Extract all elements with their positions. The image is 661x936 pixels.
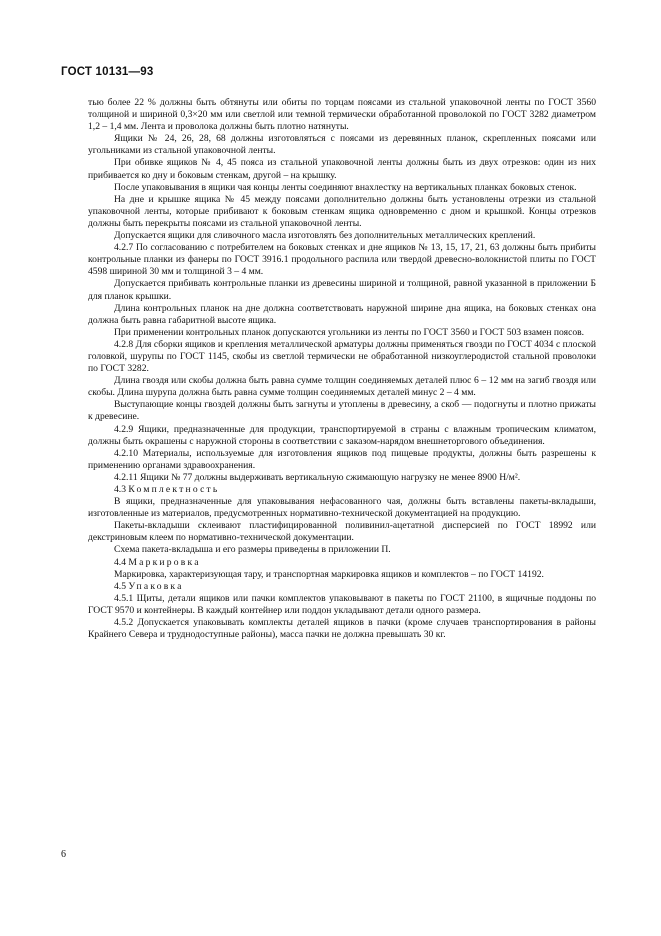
paragraph: Длина контрольных планок на дне должна соответствовать наружной ширине дна ящика, на боковых стенках она должна быть равна габаритной высоте ящика.: [88, 302, 596, 326]
paragraph: Пакеты-вкладыши склеивают пластифицированной поливинил-ацетатной дисперсией по ГОСТ 18992 или декстриновым клеем по нормативно-технической документации.: [88, 520, 596, 544]
paragraph: Допускается ящики для сливочного масла изготовлять без дополнительных металлических креплений.: [114, 230, 536, 242]
paragraph: При обивке ящиков № 4, 45 пояса из стальной упаковочной ленты должны быть из двух отрезков: один из них прибивается ко дну и боковым стенкам, другой – на крышку.: [88, 157, 596, 181]
paragraph: Выступающие концы гвоздей должны быть загнуты и утоплены в древесину, а скоб — подогнуты и плотно прижаты к древесине.: [88, 399, 596, 423]
section-heading-packing: 4.5 Упаковка: [114, 580, 184, 592]
paragraph: После упаковывания в ящики чая концы ленты соединяют внахлестку на вертикальных планках боковых стенок.: [114, 181, 577, 193]
paragraph: Допускается прибивать контрольные планки из древесины шириной и толщиной, равной указанной в приложении Б для планок крышки.: [88, 278, 596, 302]
section-heading-marking: 4.4 Маркировка: [114, 556, 201, 568]
paragraph: Длина гвоздя или скобы должна быть равна сумме толщин соединяемых деталей плюс 6 – 12 мм на загиб гвоздя или скобы. Длина шурупа должна быть равна сумме толщин соединяемых деталей минус 2 – 4 мм.: [88, 375, 596, 399]
paragraph: При применении контрольных планок допускаются угольники из ленты по ГОСТ 3560 и ГОСТ 503 взамен поясов.: [114, 326, 585, 338]
section-heading-title: Упаковка: [128, 580, 184, 592]
paragraph: На дне и крышке ящика № 45 между поясами дополнительно должны быть установлены отрезки из стальной упаковочной ленты, которые прибивают к боковым стенкам ящика одновременно с дном и крышкой. Концы отрезков должны быть перекрыты поясами из стальной упаковочной ленты.: [88, 193, 596, 229]
paragraph: 4.5.1 Щиты, детали ящиков или пачки комплектов упаковывают в пакеты по ГОСТ 21100, в ящичные поддоны по ГОСТ 9570 и контейнеры. В каждый контейнер или поддон укладывают детали одного размера.: [88, 592, 596, 616]
page-header: ГОСТ 10131—93: [61, 66, 154, 78]
paragraph: 4.2.9 Ящики, предназначенные для продукции, транспортируемой в страны с влажным тропическим климатом, должны быть окрашены с наружной стороны в соответствии с заказом-нарядом внешнеторгового объединения.: [88, 423, 596, 447]
section-heading-title: Маркировка: [128, 556, 201, 568]
page-number: 6: [61, 849, 66, 860]
paragraph: В ящики, предназначенные для упаковывания нефасованного чая, должны быть вставлены пакеты-вкладыши, изготовленные из материалов, предусмотренных нормативно-технической документацией на продукцию.: [88, 496, 596, 520]
section-heading-completeness: 4.3 Комплектность: [114, 484, 220, 495]
paragraph: 4.2.10 Материалы, используемые для изготовления ящиков под пищевые продукты, должны быть разрешены к применению органами здравоохранения.: [88, 447, 596, 471]
paragraph: Ящики № 24, 26, 28, 68 должны изготовляться с поясами из деревянных планок, скрепленных поясами или угольниками из стальной упаковочной ленты.: [88, 133, 596, 157]
paragraph: 4.2.11 Ящики № 77 должны выдерживать вертикальную сжимающую нагрузку не менее 8900 Н/м².: [114, 471, 521, 483]
paragraph: тью более 22 % должны быть обтянуты или обиты по торцам поясами из стальной упаковочной ленты по ГОСТ 3560 толщиной и шириной 0,3×20 мм или светлой или темной термически обработанной проволокой по ГОСТ 3282 диаметром 1,2 – 1,4 мм. Лента и проволока должны быть плотно натянуты.: [88, 97, 596, 133]
paragraph: Схема пакета-вкладыша и его размеры приведены в приложении П.: [114, 544, 391, 556]
paragraph: Маркировка, характеризующая тару, и транспортная маркировка ящиков и комплектов – по ГОСТ 14192.: [114, 568, 544, 580]
paragraph: 4.2.8 Для сборки ящиков и крепления металлической арматуры должны применяться гвозди по ГОСТ 4034 с плоской головкой, шурупы по ГОСТ 1145, скобы из светлой термически не обработанной низкоуглеродистой стальной проволоки по ГОСТ 3282.: [88, 338, 596, 375]
body-text: [88, 97, 596, 641]
paragraph: 4.2.7 По согласованию с потребителем на боковых стенках и дне ящиков № 13, 15, 17, 21, 63 должны быть прибиты контрольные планки из фанеры по ГОСТ 3916.1 продольного распила или твердой древесно-волокнистой плиты по ГОСТ 4598 шириной 30 мм и толщиной 3 – 4 мм.: [88, 242, 596, 278]
paragraph: 4.5.2 Допускается упаковывать комплекты деталей ящиков в пачки (кроме случаев транспортирования в районы Крайнего Севера и труднодоступные районы), масса пачки не должна превышать 30 кг.: [88, 617, 596, 641]
section-heading-title: Комплектность: [128, 484, 220, 495]
